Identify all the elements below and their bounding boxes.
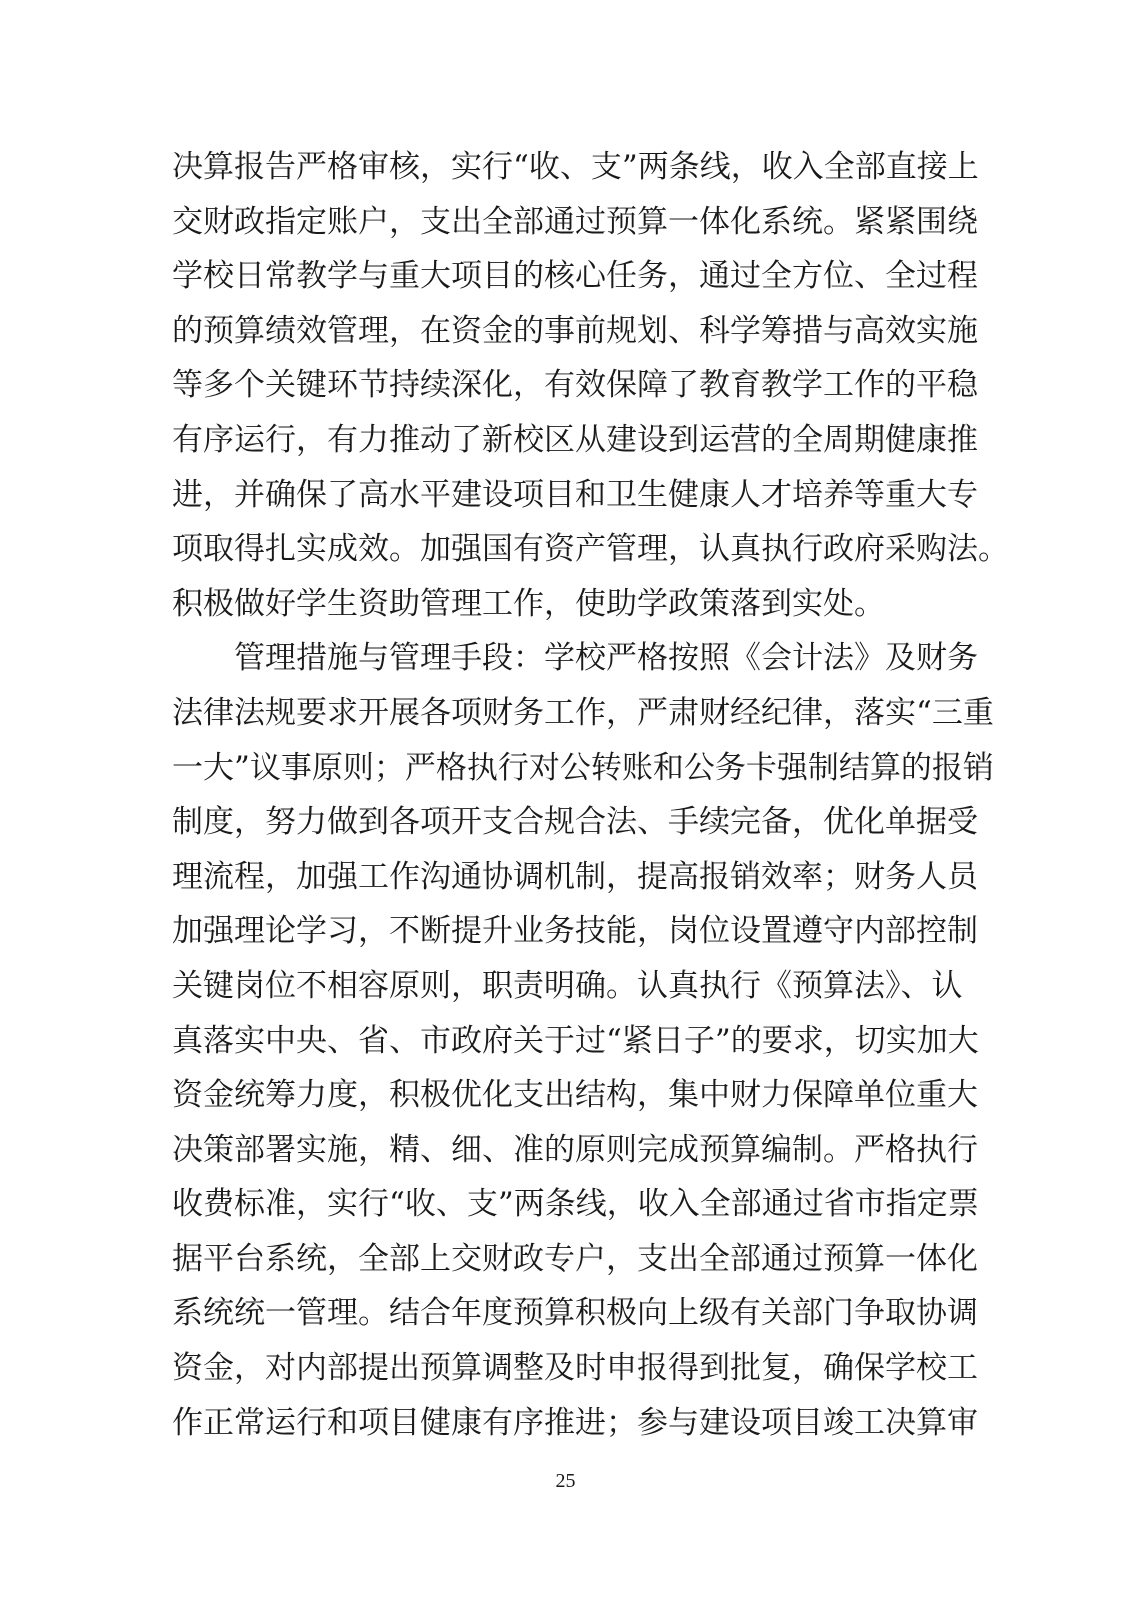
text-line: 积极做好学生资助管理工作，使助学政策落到实处。 — [172, 585, 885, 622]
text-line: 法律法规要求开展各项财务工作，严肃财经纪律，落实“三重 — [172, 694, 994, 731]
text-line: 学校日常教学与重大项目的核心任务，通过全方位、全过程 — [172, 258, 978, 295]
text-line: 一大”议事原则；严格执行对公转账和公务卡强制结算的报销 — [172, 749, 994, 786]
text-line: 作正常运行和项目健康有序推进；参与建设项目竣工决算审 — [172, 1404, 978, 1441]
text-line: 加强理论学习，不断提升业务技能，岗位设置遵守内部控制 — [172, 913, 978, 950]
text-line: 制度，努力做到各项开支合规合法、手续完备，优化单据受 — [172, 804, 978, 841]
text-line: 项取得扎实成效。加强国有资产管理，认真执行政府采购法。 — [172, 531, 1009, 568]
page-number: 25 — [555, 1470, 576, 1492]
text-line: 决算报告严格审核，实行“收、支”两条线，收入全部直接上 — [172, 149, 979, 185]
text-line: 资金，对内部提出预算调整及时申报得到批复，确保学校工 — [172, 1350, 978, 1387]
text-line: 收费标准，实行“收、支”两条线，收入全部通过省市指定票 — [172, 1186, 979, 1223]
text-line: 等多个关键环节持续深化，有效保障了教育教学工作的平稳 — [172, 367, 978, 404]
text-line: 管理措施与管理手段：学校严格按照《会计法》及财务 — [234, 640, 978, 677]
text-line: 系统统一管理。结合年度预算积极向上级有关部门争取协调 — [172, 1295, 978, 1332]
text-line: 交财政指定账户，支出全部通过预算一体化系统。紧紧围绕 — [172, 203, 978, 240]
text-line: 关键岗位不相容原则，职责明确。认真执行《预算法》、认 — [172, 967, 963, 1004]
text-line: 的预算绩效管理，在资金的事前规划、科学筹措与高效实施 — [172, 312, 978, 349]
text-line: 进，并确保了高水平建设项目和卫生健康人才培养等重大专 — [172, 476, 978, 513]
text-line: 决策部署实施，精、细、准的原则完成预算编制。严格执行 — [172, 1131, 978, 1168]
text-line: 有序运行，有力推动了新校区从建设到运营的全周期健康推 — [172, 421, 978, 458]
text-line: 据平台系统，全部上交财政专户，支出全部通过预算一体化 — [172, 1240, 978, 1277]
text-line: 真落实中央、省、市政府关于过“紧日子”的要求，切实加大 — [172, 1022, 979, 1059]
text-line: 理流程，加强工作沟通协调机制，提高报销效率；财务人员 — [172, 858, 978, 895]
text-line: 资金统筹力度，积极优化支出结构，集中财力保障单位重大 — [172, 1077, 978, 1114]
body-text — [172, 140, 1009, 1450]
